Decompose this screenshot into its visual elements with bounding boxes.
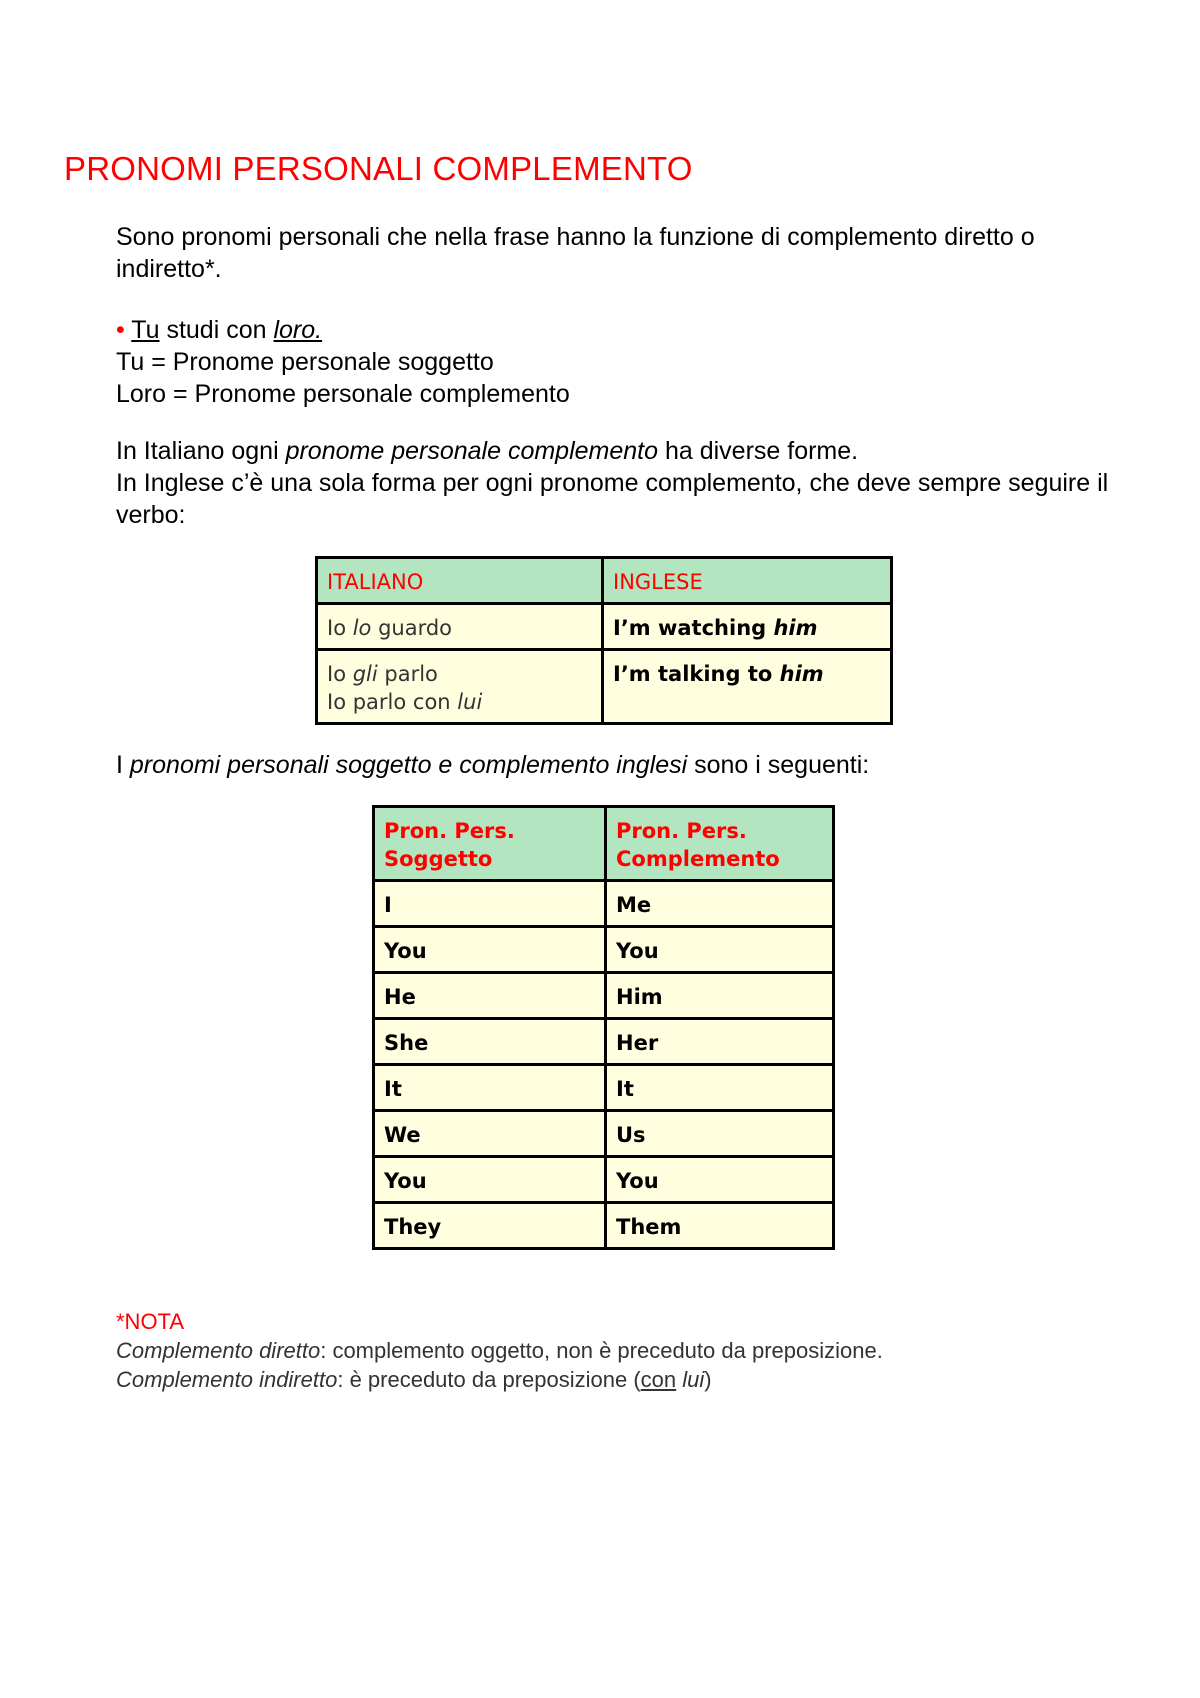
- cell-text-italic: him: [779, 662, 824, 686]
- subject-pronoun: You: [374, 1157, 606, 1203]
- list-intro-text: sono i seguenti:: [687, 751, 870, 779]
- footnote-example: con: [640, 1367, 677, 1392]
- footnote-example: lui: [682, 1367, 705, 1392]
- cell-line: [327, 688, 593, 716]
- footnote-direct: [116, 1336, 883, 1365]
- list-intro-italic: pronomi personali soggetto e complemento inglesi: [129, 751, 688, 779]
- object-pronoun: It: [606, 1065, 834, 1111]
- table-row: [374, 927, 834, 973]
- object-pronoun: Us: [606, 1111, 834, 1157]
- footnote-term: Complemento diretto: [116, 1338, 321, 1363]
- list-intro-text: I: [116, 751, 130, 779]
- footnote-text: : complemento oggetto, non è preceduto da preposizione.: [320, 1338, 883, 1363]
- table-row: [374, 881, 834, 927]
- cell-text-italic: gli: [352, 662, 378, 686]
- cell-text: I’m talking to: [613, 662, 780, 686]
- cell-text: parlo: [377, 662, 438, 686]
- translation-table: [315, 556, 893, 725]
- forms-text: ha diverse forme.: [658, 437, 859, 465]
- footnote-indirect: [116, 1365, 883, 1394]
- table-row: [374, 1203, 834, 1249]
- example-object: loro.: [273, 316, 323, 344]
- footnote-label: *NOTA: [116, 1309, 185, 1334]
- table-row: [317, 604, 892, 650]
- footnote-text: : è preceduto da preposizione (: [337, 1367, 641, 1392]
- table-row: [317, 558, 892, 604]
- example-middle: studi con: [159, 316, 274, 344]
- forms-text: In Italiano ogni: [116, 437, 286, 465]
- example-subject-note: Tu = Pronome personale soggetto: [116, 348, 494, 376]
- example-block: [116, 314, 570, 410]
- table-header-inglese: INGLESE: [603, 558, 892, 604]
- subject-pronoun: We: [374, 1111, 606, 1157]
- table-header-complemento: [606, 807, 834, 881]
- cell-text-italic: him: [773, 616, 818, 640]
- table-row: [317, 650, 892, 724]
- table-header-soggetto: [374, 807, 606, 881]
- cell-text: I’m watching: [613, 616, 774, 640]
- table-cell: [603, 650, 892, 724]
- table-row: [374, 1111, 834, 1157]
- forms-italic: pronome personale complemento: [285, 437, 659, 465]
- footnote: [116, 1307, 883, 1394]
- example-subject: Tu: [131, 316, 160, 344]
- table-row: [374, 807, 834, 881]
- forms-paragraph: [116, 435, 1116, 531]
- cell-text: Io: [327, 662, 353, 686]
- header-line: Soggetto: [384, 847, 493, 871]
- object-pronoun: You: [606, 1157, 834, 1203]
- footnote-term: Complemento indiretto: [116, 1367, 338, 1392]
- cell-text: Io: [327, 616, 353, 640]
- forms-line-english: In Inglese c’è una sola forma per ogni pronome complemento, che deve sempre seguire il verbo:: [116, 469, 1109, 529]
- subject-pronoun: It: [374, 1065, 606, 1111]
- subject-pronoun: You: [374, 927, 606, 973]
- object-pronoun: Her: [606, 1019, 834, 1065]
- subject-pronoun: She: [374, 1019, 606, 1065]
- subject-pronoun: I: [374, 881, 606, 927]
- intro-paragraph: Sono pronomi personali che nella frase hanno la funzione di complemento diretto o indiretto*.: [116, 223, 1035, 283]
- subject-pronoun: They: [374, 1203, 606, 1249]
- table-row: [374, 1065, 834, 1111]
- page-title: PRONOMI PERSONALI COMPLEMENTO: [64, 150, 693, 187]
- header-line: Pron. Pers.: [616, 819, 747, 843]
- list-intro: [116, 749, 869, 781]
- table-cell: [317, 650, 603, 724]
- pronoun-table: [372, 805, 835, 1250]
- subject-pronoun: He: [374, 973, 606, 1019]
- object-pronoun: Me: [606, 881, 834, 927]
- object-pronoun: You: [606, 927, 834, 973]
- header-line: Complemento: [616, 847, 780, 871]
- table-cell: [603, 604, 892, 650]
- footnote-text: ): [704, 1367, 712, 1392]
- table-row: [374, 973, 834, 1019]
- cell-text-italic: lo: [352, 616, 372, 640]
- table-row: [374, 1019, 834, 1065]
- example-object-note: Loro = Pronome personale complemento: [116, 380, 570, 408]
- object-pronoun: Him: [606, 973, 834, 1019]
- header-line: Pron. Pers.: [384, 819, 515, 843]
- cell-line: [327, 660, 593, 688]
- object-pronoun: Them: [606, 1203, 834, 1249]
- cell-text: Io parlo con: [327, 690, 458, 714]
- table-header-italiano: ITALIANO: [317, 558, 603, 604]
- table-cell: [317, 604, 603, 650]
- cell-text-italic: lui: [457, 690, 483, 714]
- table-row: [374, 1157, 834, 1203]
- bullet-icon: •: [116, 316, 125, 344]
- example-sentence: [116, 314, 570, 346]
- cell-text: guardo: [371, 616, 453, 640]
- forms-line-italian: [116, 435, 1116, 467]
